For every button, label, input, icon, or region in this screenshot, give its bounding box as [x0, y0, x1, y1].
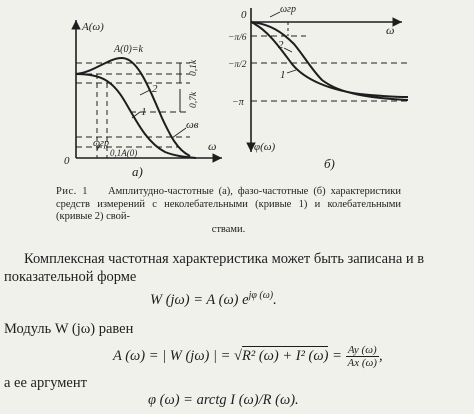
panel-b-tick-pi: −π [232, 97, 244, 108]
panel-a-omega-gr: ωгр [93, 138, 109, 149]
panel-a-top-annotation: A(0)=k [114, 44, 143, 55]
panel-b-leader-2 [284, 48, 292, 52]
panel-b-tick-pi6: −π/6 [228, 33, 247, 43]
panel-a-right-label-1: 0,1k [189, 59, 199, 76]
panel-b-tick-pi2: −π/2 [228, 60, 247, 70]
panel-a-omega-b: ωв [186, 119, 199, 131]
panel-b-tag: б) [324, 156, 335, 171]
panel-a-curve-1-label: 1 [141, 106, 147, 118]
equation-2-left: A (ω) = | W (jω) | = √ [113, 347, 242, 364]
panel-a-bottom-label: 0,1A(0) [110, 148, 138, 158]
panel-b-curve-2-label: 2 [278, 39, 284, 51]
equation-2-fraction [346, 344, 379, 369]
panel-b-x-label: ω [386, 23, 395, 37]
panel-b-leader-gr [270, 12, 280, 17]
panel-a-tag: а) [132, 164, 143, 179]
paragraph-3: а ее аргумент [4, 375, 87, 391]
panel-a-origin: 0 [64, 155, 70, 167]
panel-b-curve-1-label: 1 [280, 69, 286, 81]
panel-b-origin: 0 [241, 9, 247, 21]
figure [0, 0, 474, 185]
equation-1-end: . [273, 291, 277, 308]
panel-a-leader-2 [140, 90, 150, 95]
equation-2 [113, 344, 383, 369]
panel-b-omega-gr: ωгр [280, 4, 296, 15]
equation-1 [150, 290, 277, 309]
caption-last-line: ствами. [211, 223, 246, 235]
panel-b-labels [228, 4, 394, 171]
panel-a-x-label: ω [208, 139, 217, 153]
panel-b-leader-1 [287, 70, 296, 73]
equation-2-denominator: Ax (ω) [347, 357, 377, 369]
panel-b [251, 8, 408, 152]
paragraph-1: Комплексная частотная характеристика может быть записана и в показательной форме [4, 251, 425, 285]
panel-a-labels [64, 21, 216, 179]
panel-a-right-label-2: 0,7k [189, 91, 199, 108]
figure-svg [0, 0, 474, 185]
equation-2-radicand: R² (ω) + I² (ω) [242, 347, 329, 364]
caption-label: Рис. 1 [56, 186, 89, 197]
figure-caption [56, 186, 401, 236]
panel-b-y-label: φ(ω) [254, 141, 276, 153]
panel-a-y-label: A(ω) [82, 21, 104, 33]
paragraph-2: Модуль W (jω) равен [4, 321, 134, 337]
equation-3: φ (ω) = arctg I (ω)/R (ω). [148, 392, 299, 408]
caption-text: Амплитудно-частотные (а), фазо-частотные (б) характеристики средств измерений с неколебательными (кривые 1) и колебательными (кривые 2) свой- [56, 186, 402, 223]
equation-2-end: , [378, 347, 383, 364]
equation-1-main: W (jω) = A (ω) e [150, 291, 249, 308]
panel-a-curve-2-label: 2 [152, 83, 158, 95]
equation-2-eq: = [328, 347, 346, 364]
equation-1-exponent: jφ (ω) [248, 290, 274, 301]
equation-2-numerator: Ay (ω) [346, 344, 379, 357]
